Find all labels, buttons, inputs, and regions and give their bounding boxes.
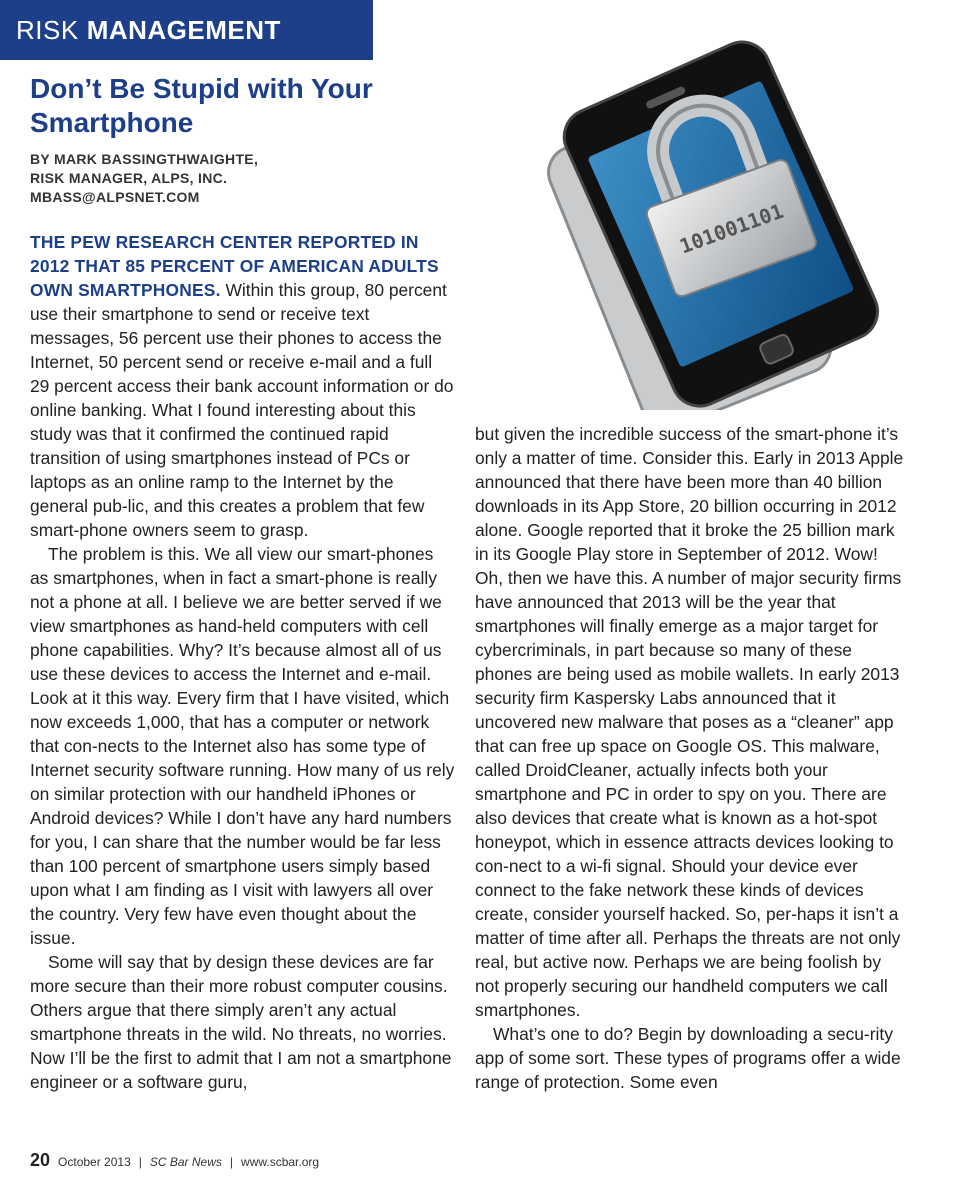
paragraph-2: The problem is this. We all view our smart-phones as smartphones, when in fact a smart-phone is really not a phone at all. I believe we are better served if we view smartphones as hand-held computers with cell phone capabilities. Why? It’s because almost all of us use these devices to access the Internet and e-mail. Look at it this way. Every firm that I have visited, which now exceeds 1,000, that has a computer or network that con-nects to the Internet also has some type of Internet security software running. How many of us rely on similar protection with our handheld iPhones or Android devices? While I don’t have any hard numbers for you, I can share that the number would be far less than 100 percent of smartphone users simply based upon what I am finding as I visit with lawyers all over the country. Very few have even thought about the issue. (30, 544, 455, 948)
article-column-left (30, 230, 455, 1094)
publication-url: www.scbar.org (241, 1155, 320, 1169)
paragraph-3-continued: but given the incredible success of the smart-phone it’s only a matter of time. Consider this. Early in 2013 Apple announced that there have been more than 40 billion downloads in its App Store, 20 billion occurring in 2012 alone. Google reported that it broke the 25 billion mark in its Google Play store in September of 2012. Wow! Oh, then we have this. A number of major security firms have announced that 2013 will be the year that smartphones will finally emerge as a major target for cybercriminals, in part because so many of these phones are being used as mobile wallets. In early 2013 security firm Kaspersky Labs announced that it uncovered new malware that poses as a “cleaner” app that can free up space on Google OS. This malware, called DroidCleaner, actually infects both your smartphone and PC in order to spy on you. There are also devices that create what is known as a hot-spot honeypot, which in essence attracts devices looking to con-nect to a wi-fi signal. Should your device ever connect to the fake network these kinds of devices create, consider yourself hacked. So, per-haps it isn’t a matter of time after all. Perhaps the threats are not only real, but active now. Perhaps we are being foolish by not properly securing our handheld computers we call smartphones. (475, 424, 904, 1020)
byline (30, 150, 450, 207)
paragraph-1 (30, 230, 455, 542)
paragraph-4: What’s one to do? Begin by downloading a secu-rity app of some sort. These types of programs offer a wide range of protection. Some even (475, 1024, 901, 1092)
footer-separator: | (229, 1155, 234, 1169)
paragraph-3-start: Some will say that by design these devices are far more secure than their more robust computer cousins. Others argue that there simply aren’t any actual smartphone threats in the wild. No threats, no worries. Now I’ll be the first to admit that I am not a smartphone engineer or a software guru, (30, 952, 452, 1092)
article-column-right (475, 422, 907, 1094)
section-label-light: RISK (16, 14, 79, 45)
smartphone-padlock-icon (500, 30, 920, 410)
page-number: 20 (30, 1150, 51, 1170)
paragraph-1-body: Within this group, 80 percent use their smartphone to send or receive text messages, 56 percent use their phones to access the Internet, 50 percent send or receive e-mail and a full 29 percent access their bank account information or do online banking. What I found interesting about this study was that it confirmed the continued rapid transition of using smartphones instead of PCs or laptops as an online ramp to the Internet by the general pub-lic, and this creates a problem that few smart-phone owners seem to grasp. (30, 280, 454, 540)
lead-in: THE PEW RESEARCH CENTER REPORTED IN 2012 THAT 85 PERCENT OF AMERICAN ADULTS OWN SMARTPHONES. (30, 232, 439, 300)
issue-date: October 2013 (58, 1155, 131, 1169)
article-title: Don’t Be Stupid with Your Smartphone (30, 73, 373, 138)
footer-separator: | (138, 1155, 142, 1169)
section-label-bold: MANAGEMENT (86, 14, 281, 45)
section-header (0, 0, 373, 60)
byline-author: BY MARK BASSINGTHWAIGHTE, (30, 151, 259, 167)
page-footer (30, 1150, 319, 1171)
lock-digits: 101001101 (676, 198, 787, 259)
byline-email: MBASS@ALPSNET.COM (30, 189, 200, 205)
publication-name: SC Bar News (149, 1155, 222, 1169)
byline-role: RISK MANAGER, ALPS, INC. (30, 170, 228, 186)
